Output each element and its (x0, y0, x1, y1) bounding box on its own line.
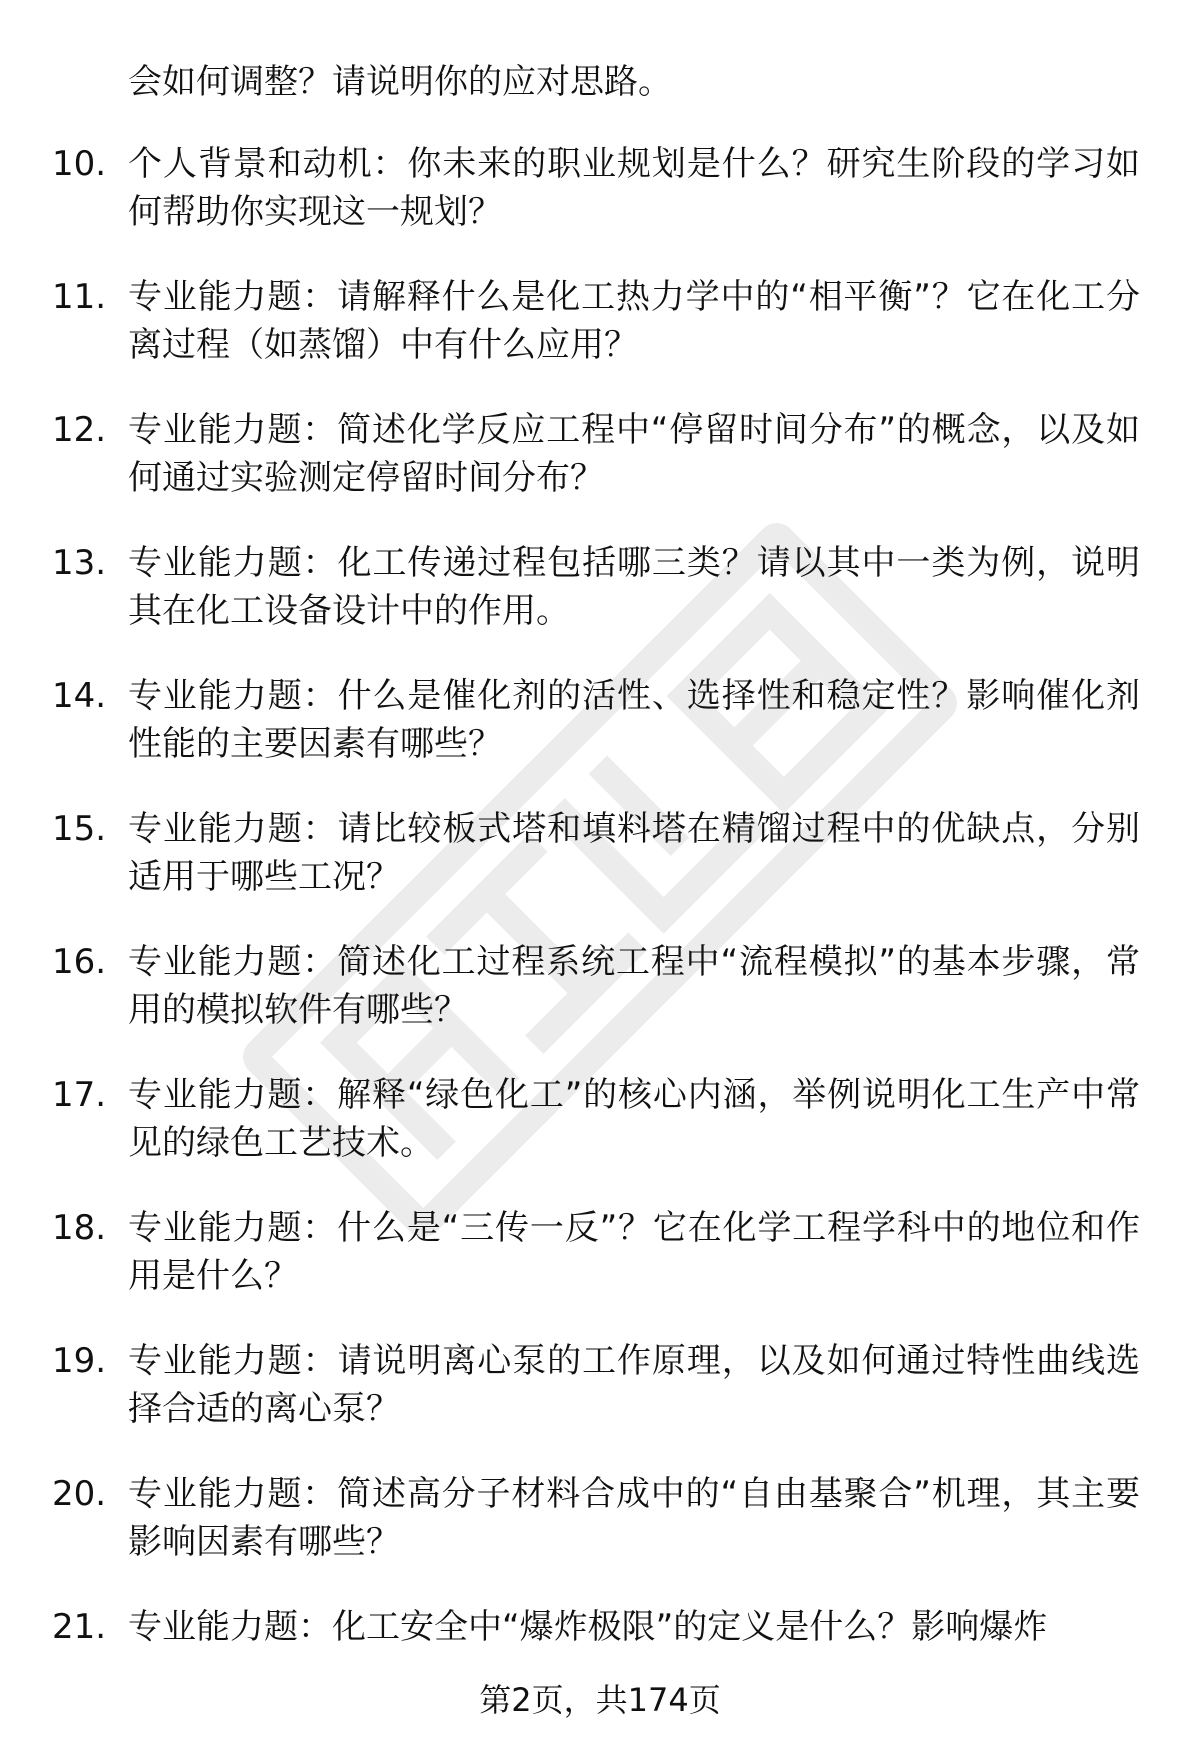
question-number: 19. (52, 1341, 107, 1381)
question-item (0, 406, 1200, 539)
question-list (0, 140, 1200, 1736)
question-item (0, 938, 1200, 1071)
question-text: 专业能力题：请解释什么是化工热力学中的“相平衡”？它在化工分离过程（如蒸馏）中有什么应用？ (128, 277, 1140, 365)
question-number: 11. (52, 277, 107, 317)
question-text: 专业能力题：简述高分子材料合成中的“自由基聚合”机理，其主要影响因素有哪些？ (128, 1474, 1140, 1562)
question-text: 专业能力题：什么是“三传一反”？它在化学工程学科中的地位和作用是什么？ (128, 1208, 1140, 1296)
question-item (0, 273, 1200, 406)
question-number: 12. (52, 410, 107, 450)
question-text: 专业能力题：化工安全中“爆炸极限”的定义是什么？影响爆炸 (128, 1607, 1048, 1647)
question-number: 13. (52, 543, 107, 583)
question-item (0, 539, 1200, 672)
question-text: 专业能力题：简述化学反应工程中“停留时间分布”的概念，以及如何通过实验测定停留时间分布？ (128, 410, 1140, 498)
question-item (0, 805, 1200, 938)
question-text: 专业能力题：请比较板式塔和填料塔在精馏过程中的优缺点，分别适用于哪些工况？ (128, 809, 1140, 897)
question-number: 10. (52, 144, 107, 184)
question-text: 专业能力题：化工传递过程包括哪三类？请以其中一类为例，说明其在化工设备设计中的作用。 (128, 543, 1140, 631)
question-number: 18. (52, 1208, 107, 1248)
question-text: 专业能力题：解释“绿色化工”的核心内涵，举例说明化工生产中常见的绿色工艺技术。 (128, 1075, 1140, 1163)
question-item (0, 672, 1200, 805)
question-text: 专业能力题：什么是催化剂的活性、选择性和稳定性？影响催化剂性能的主要因素有哪些？ (128, 676, 1140, 764)
page-footer: 第2页，共174页 (479, 1681, 721, 1719)
question-number: 15. (52, 809, 107, 849)
question-number: 20. (52, 1474, 107, 1514)
continuation-text: 会如何调整？请说明你的应对思路。 (128, 62, 672, 102)
question-item (0, 1337, 1200, 1470)
question-item (0, 1071, 1200, 1204)
question-number: 21. (52, 1607, 107, 1647)
question-text: 个人背景和动机：你未来的职业规划是什么？研究生阶段的学习如何帮助你实现这一规划？ (128, 144, 1140, 232)
question-item (0, 1470, 1200, 1603)
question-number: 14. (52, 676, 107, 716)
question-item (0, 140, 1200, 273)
question-text: 专业能力题：请说明离心泵的工作原理，以及如何通过特性曲线选择合适的离心泵？ (128, 1341, 1140, 1429)
question-number: 17. (52, 1075, 107, 1115)
question-item (0, 1204, 1200, 1337)
question-number: 16. (52, 942, 107, 982)
question-text: 专业能力题：简述化工过程系统工程中“流程模拟”的基本步骤，常用的模拟软件有哪些？ (128, 942, 1140, 1030)
